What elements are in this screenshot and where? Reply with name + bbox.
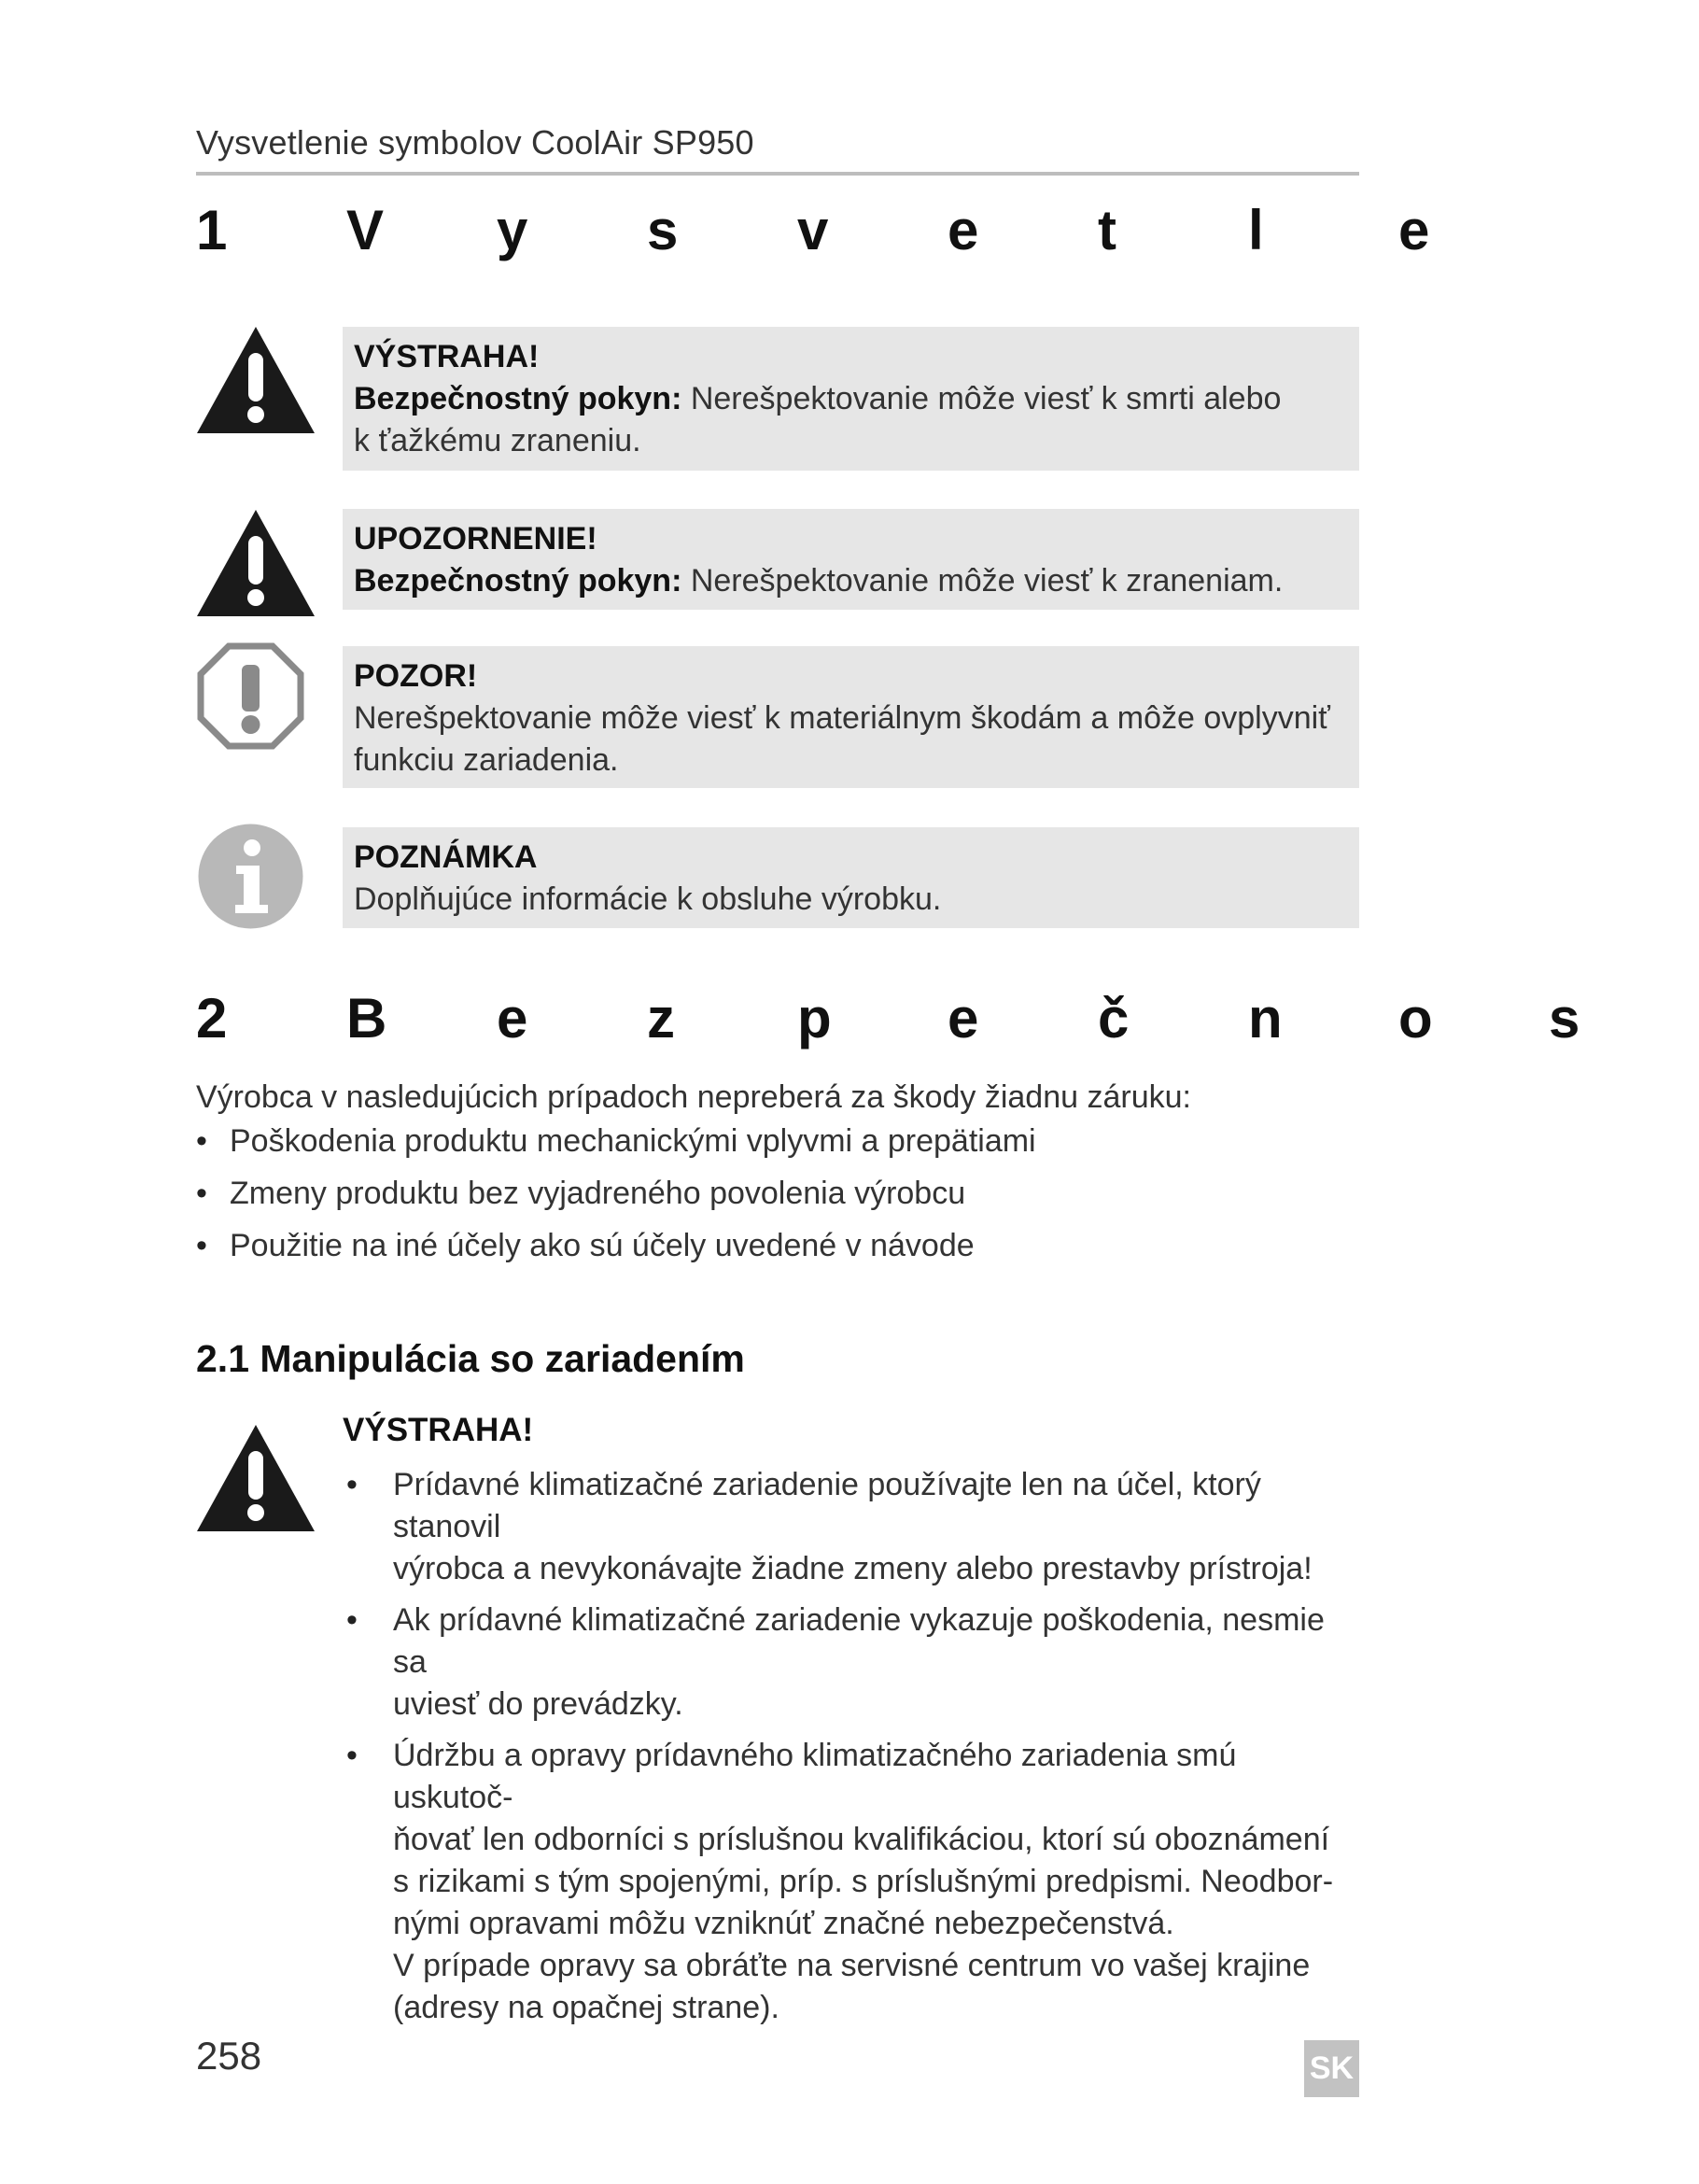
page-number: 258: [196, 2034, 262, 2078]
symbol-label: POZNÁMKA: [354, 839, 538, 875]
symbol-label: UPOZORNENIE!: [354, 521, 597, 557]
section-2-letter: n: [1248, 987, 1283, 1050]
section-2-letter: p: [797, 987, 832, 1050]
list-item: [343, 1735, 1360, 2029]
symbol-text-line: Nerešpektovanie môže viesť k materiálnym škodám a môže ovplyvniť: [354, 700, 1330, 736]
info-circle-icon: [197, 823, 304, 930]
section-1-letter: l: [1248, 199, 1264, 261]
section-2-letter: B: [346, 987, 387, 1050]
section-1-letter: e: [948, 199, 979, 261]
section-1-letter: y: [497, 199, 528, 261]
symbol-label: POZOR!: [354, 658, 478, 694]
section-2-letter: e: [497, 987, 528, 1050]
section-2-intro: Výrobca v nasledujúcich prípadoch nepreberá za škody žiadnu záruku:: [196, 1079, 1191, 1115]
text-line: • Ak prídavné klimatizačné zariadenie vykazuje poškodenia, nesmie sa: [393, 1602, 1325, 1680]
section-1-letter: v: [797, 199, 829, 261]
section-2-title: [196, 986, 1580, 1050]
text-line: výrobca a nevykonávajte žiadne zmeny alebo prestavby prístroja!: [393, 1551, 1313, 1586]
symbol-box-caution: [343, 509, 1359, 610]
symbol-text: Nerešpektovanie môže viesť k zraneniam.: [690, 563, 1284, 599]
section-1-letter: s: [647, 199, 679, 261]
section-2-letter: o: [1398, 987, 1433, 1050]
section-1-letter: t: [1098, 199, 1116, 261]
safety-note-lead: Bezpečnostný pokyn:: [354, 563, 682, 599]
list-item: [343, 1599, 1360, 1726]
symbol-text-line: funkciu zariadenia.: [354, 742, 619, 778]
warning-triangle-icon: [196, 325, 316, 435]
section-1-letter: e: [1398, 199, 1430, 261]
caution-triangle-icon: [196, 508, 316, 618]
text-line: ňovať len odborníci s príslušnou kvalifikáciou, ktorí sú oboznámení: [393, 1822, 1330, 1857]
running-head: Vysvetlenie symbolov CoolAir SP950: [196, 123, 754, 162]
text-line: nými opravami môžu vzniknúť značné nebezpečenstvá.: [393, 1906, 1174, 1941]
warning-label: VÝSTRAHA!: [343, 1412, 534, 1448]
warranty-exclusions-list: [196, 1120, 1036, 1277]
symbol-text-line: [354, 560, 1348, 602]
text-line: • Prídavné klimatizačné zariadenie používajte len na účel, ktorý stanovil: [393, 1467, 1261, 1544]
symbol-text-line: Doplňujúce informácie k obsluhe výrobku.: [354, 881, 942, 917]
symbol-box-notice: [343, 646, 1359, 788]
section-1-letter: V: [346, 199, 385, 261]
text-line: s rizikami s tým spojenými, príp. s príslušnými predpismi. Neodbor-: [393, 1864, 1334, 1899]
list-item: • Poškodenia produktu mechanickými vplyvmi a prepätiami: [196, 1120, 1036, 1173]
section-1-title: [196, 198, 1544, 262]
list-item: • Použitie na iné účely ako sú účely uvedené v návode: [196, 1225, 1036, 1277]
list-item: [343, 1464, 1360, 1590]
warning-triangle-icon: [196, 1423, 316, 1533]
symbol-text-line: k ťažkému zraneniu.: [354, 423, 641, 458]
symbol-box-note: [343, 827, 1359, 928]
symbol-text-line: [354, 378, 1348, 420]
octagon-exclamation-icon: [197, 642, 304, 750]
safety-note-lead: Bezpečnostný pokyn:: [354, 381, 682, 416]
section-2-letter: s: [1549, 987, 1580, 1050]
section-2-letter: e: [948, 987, 979, 1050]
subsection-heading: 2.1 Manipulácia so zariadením: [196, 1337, 745, 1380]
text-line: uviesť do prevádzky.: [393, 1686, 683, 1722]
text-line: (adresy na opačnej strane).: [393, 1990, 779, 2025]
section-2-letter: z: [647, 987, 675, 1050]
symbol-box-warning: [343, 327, 1359, 471]
section-1-number: 1: [196, 199, 228, 261]
symbol-label: VÝSTRAHA!: [354, 339, 540, 374]
handling-warnings-list: [343, 1464, 1360, 2038]
list-item: • Zmeny produktu bez vyjadreného povolenia výrobcu: [196, 1173, 1036, 1225]
text-line: V prípade opravy sa obráťte na servisné centrum vo vašej krajine: [393, 1948, 1311, 1983]
section-2-letter: č: [1098, 987, 1130, 1050]
symbol-text: Nerešpektovanie môže viesť k smrti alebo: [690, 381, 1282, 416]
text-line: • Údržbu a opravy prídavného klimatizačného zariadenia smú uskutoč-: [393, 1738, 1237, 1815]
header-rule: [196, 172, 1359, 176]
section-2-number: 2: [196, 987, 228, 1050]
language-badge: SK: [1304, 2040, 1359, 2097]
